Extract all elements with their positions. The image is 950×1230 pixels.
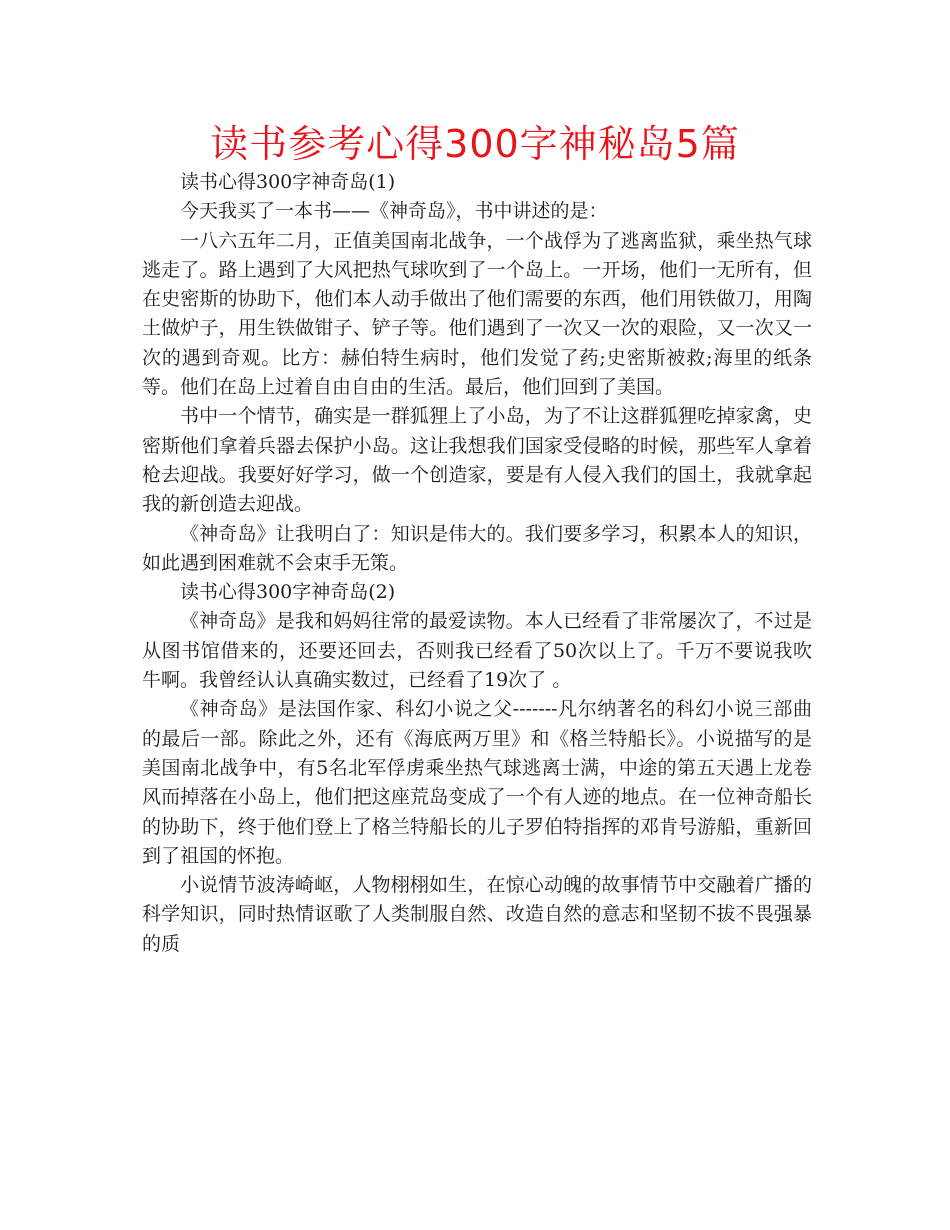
paragraph: 《神奇岛》是法国作家、科幻小说之父-------凡尔纳著名的科幻小说三部曲的最后一部。除此之外，还有《海底两万里》和《格兰特船长》。小说描写的是美国南北战争中，有5名北军俘虏乘坐热气球逃离士满，中途的第五天遇上龙卷风而掉落在小岛上，他们把这座荒岛变成了一个有人迹的地点。在一位神奇船长的协助下，终于他们登上了格兰特船长的儿子罗伯特指挥的邓肯号游船，重新回到了祖国的怀抱。	[142, 698, 812, 867]
document-body	[142, 168, 812, 959]
paragraph: 今天我买了一本书——《神奇岛》，书中讲述的是：	[180, 200, 608, 223]
paragraph: 小说情节波涛崎岖，人物栩栩如生，在惊心动魄的故事情节中交融着广播的科学知识，同时热情讴歌了人类制服自然、改造自然的意志和坚韧不拔不畏强暴的质	[142, 874, 812, 955]
paragraph: 《神奇岛》是我和妈妈往常的最爱读物。本人已经看了非常屡次了，不过是从图书馆借来的，还要还回去，否则我已经看了50次以上了。千万不要说我吹牛啊。我曾经认认真确实数过，已经看了19次了 。	[142, 610, 812, 692]
section-heading: 读书心得300字神奇岛(2)	[180, 581, 396, 604]
paragraph: 书中一个情节，确实是一群狐狸上了小岛，为了不让这群狐狸吃掉家禽，史密斯他们拿着兵器去保护小岛。这让我想我们国家受侵略的时候，那些军人拿着枪去迎战。我要好好学习，做一个创造家，要是有人侵入我们的国土，我就拿起我的新创造去迎战。	[142, 405, 812, 516]
paragraph: 一八六五年二月，正值美国南北战争，一个战俘为了逃离监狱，乘坐热气球逃走了。路上遇到了大风把热气球吹到了一个岛上。一开场，他们一无所有，但在史密斯的协助下，他们本人动手做出了他们需要的东西，他们用铁做刀，用陶土做炉子，用生铁做钳子、铲子等。他们遇到了一次又一次的艰险，又一次又一次的遇到奇观。比方：赫伯特生病时，他们发觉了药;史密斯被救;海里的纸条等。他们在岛上过着自由自由的生活。最后，他们回到了美国。	[142, 229, 812, 399]
paragraph: 《神奇岛》让我明白了：知识是伟大的。我们要多学习，积累本人的知识，如此遇到困难就不会束手无策。	[142, 522, 812, 574]
document-title: 读书参考心得300字神秘岛5篇	[210, 122, 740, 166]
section-heading: 读书心得300字神奇岛(1)	[180, 171, 396, 193]
